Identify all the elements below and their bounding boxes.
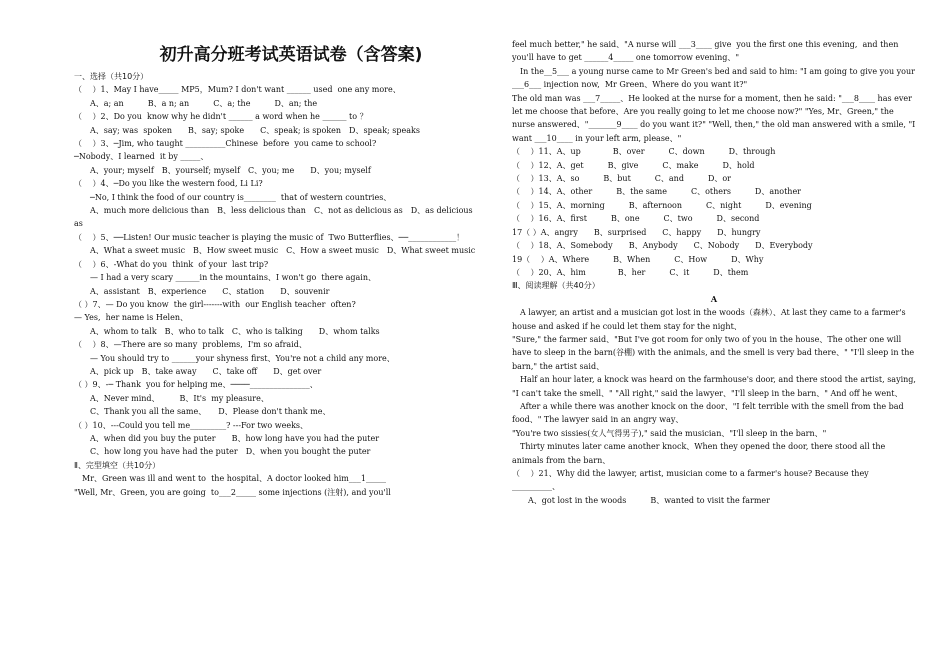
right-text-line: （ ）14、A、other B、the same C、others D、another [512, 187, 802, 197]
left-text-line: A、say; was spoken B、say; spoke C、speak; is spoken D、speak; speaks [74, 125, 420, 135]
left-text-line: ─No, I think the food of our country is________ that of western countries、 [74, 192, 392, 202]
left-text-line: （ ）10、---Could you tell me_________? ---For two weeks、 [74, 420, 309, 430]
right-text-line: feel much better," he said、"A nurse will ___3____ give you the first one this evening, and then you'll have to get ______4_____ one tomorrow evening、" [512, 40, 901, 63]
left-text-line: C、Thank you all the same、 D、Please don't thank me、 [74, 407, 331, 417]
left-text-line: A、Never mind、 B、It's my pleasure、 [74, 393, 269, 403]
left-text-line: （ ）7、— Do you know the girl-------with our English teacher often? [74, 299, 356, 309]
left-text-line: A、when did you buy the puter B、how long have you had the puter [74, 433, 380, 443]
left-text-line: — Yes, her name is Helen、 [74, 313, 188, 323]
left-text-line: Mr、Green was ill and went to the hospital、A doctor looked him___1_____ [74, 474, 386, 484]
left-text-line: A、your; myself B、yourself; myself C、you; me D、you; myself [74, 165, 371, 175]
right-text-line: Ⅲ、阅读理解（共40分） [512, 281, 600, 291]
right-text-line: After a while there was another knock on the door、"I felt terrible with the smell from the bad food、" The lawyer said in an angry way、 [512, 401, 907, 425]
left-column [74, 0, 478, 499]
right-text-line: The old man was ___7_____、He looked at the nurse for a moment, then he said: "___8____ has ever let me choose that before、Are you really going to let me choose now?" "Yes, Mr、Green," the nurse answered、"_______9____ do you want it?" "Well, then," the old man answered with a smile, "I want ___10____ in your left arm, please、" [512, 93, 918, 143]
left-text-line: — You should try to ______your shyness first、You're not a child any more、 [74, 353, 395, 363]
right-text-line: （ ）20、A、him B、her C、it D、them [512, 267, 749, 277]
right-text-line: Half an hour later, a knock was heard on the farmhouse's door, and there stood the artist, saying, "I can't take the smell、" "All right," said the lawyer、"I'll sleep in the barn、" And off he went、 [512, 375, 919, 398]
right-text-line: A lawyer, an artist and a musician got lost in the woods（森林）、At last they came to a farmer's house and asked if he could let them stay for the night、 [512, 308, 909, 331]
right-column-text [512, 38, 919, 507]
left-text-line: C、how long you have had the puter D、when you bought the puter [74, 447, 371, 457]
left-text-line: A、a; an B、a n; an C、a; the D、an; the [74, 98, 318, 108]
left-text-line: "Well, Mr、Green, you are going to___2_____ some injections (注射), and you'll [74, 487, 391, 497]
right-text-line: In the__5___ a young nurse came to Mr Green's bed and said to him: "I am going to give you your ___6___ injection now, Mr Green、Where do you want it?" [512, 66, 918, 90]
left-text-line: ─Nobody、I learned it by _____、 [74, 152, 209, 162]
left-column-text [74, 70, 478, 499]
left-text-line: A、whom to talk B、who to talk C、who is talking D、whom talks [74, 326, 380, 336]
left-text-line: A、assistant B、experience C、station D、souvenir [74, 286, 330, 296]
right-text-line: （ ）15、A、morning B、afternoon C、night D、evening [512, 200, 812, 210]
right-text-line: A [710, 293, 718, 304]
left-text-line: A、much more delicious than B、less delicious than C、not as delicious as D、as delicious as [74, 206, 476, 229]
left-text-line: 一、选择（共10分） [74, 72, 149, 81]
left-text-line: （ ）5、──Listen! Our music teacher is playing the music of Two Butterflies、──____________！ [74, 232, 465, 242]
right-text-line: "Sure," the farmer said、"But I've got room for only two of you in the house、The other one will have to sleep in the barn(谷棚) with the animals, and the smell is very bad there、" "I'll sleep in the barn," the artist said、 [512, 334, 917, 371]
right-text-line: Thirty minutes later came another knock、When they opened the door, there stood all the animals from the barn、 [512, 442, 888, 465]
right-text-line: （ ）11、A、up B、over C、down D、through [512, 147, 776, 157]
right-text-line: 19（ ）A、Where B、When C、How D、Why [512, 254, 764, 264]
left-text-line: （ ）6、-What do you think of your last trip? [74, 259, 269, 269]
right-text-line: （ ）16、A、first B、one C、two D、second [512, 214, 760, 224]
right-text-line: （ ）18、A、Somebody B、Anybody C、Nobody D、Everybody [512, 241, 813, 251]
right-column [512, 38, 919, 507]
left-text-line: （ ）1、May I have_____ MP5，Mum? I don't want ______ used one any more、 [74, 85, 401, 95]
left-text-line: A、What a sweet music B、How sweet music C、How a sweet music D、What sweet music [74, 246, 476, 256]
left-text-line: （ ）8、—There are so many problems, I'm so afraid、 [74, 340, 307, 350]
right-text-line: （ ）12、A、get B、give C、make D、hold [512, 160, 755, 170]
exam-title: 初升高分班考试英语试卷（含答案) [159, 45, 423, 65]
left-text-line: （ ）4、─Do you like the western food, Li Li? [74, 179, 263, 189]
right-text-line: （ ）21、Why did the lawyer, artist, musician come to a farmer's house? Because they __________、 [512, 469, 872, 492]
right-text-line: "You're two sissies(女人气得男子)," said the musician、"I'll sleep in the barn、" [512, 428, 827, 438]
right-text-line: 17（ ）A、angry B、surprised C、happy D、hungry [512, 227, 761, 237]
left-text-line: （ ）2、Do you know why he didn't ______ a word when he ______ to ？ [74, 112, 368, 122]
left-text-line: A、pick up B、take away C、take off D、get over [74, 366, 322, 376]
left-text-line: （ ）3、─Jim, who taught __________Chinese before you came to school? [74, 139, 377, 149]
left-text-line: Ⅱ、完型填空（共10分） [74, 460, 161, 470]
left-text-line: （ ）9、-─ Thank you for helping me、────_______________、 [74, 380, 318, 390]
left-text-line: — I had a very scary ______in the mountains、I won't go there again、 [74, 273, 377, 283]
right-text-line: （ ）13、A、so B、but C、and D、or [512, 174, 732, 184]
right-text-line: A、got lost in the woods B、wanted to visit the farmer [512, 495, 770, 505]
